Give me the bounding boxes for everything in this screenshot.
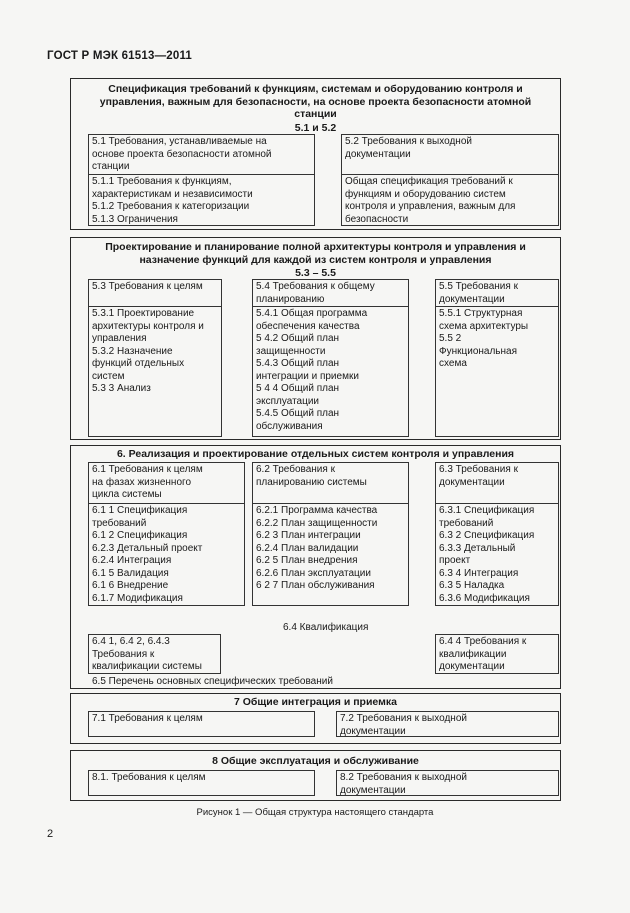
- text-line: 5.3 3 Анализ: [92, 383, 151, 394]
- text-line: требований: [439, 517, 494, 529]
- text-line: 5.5 2: [439, 333, 462, 344]
- box-6-1-body: [89, 503, 244, 606]
- box-5-4-head: [256, 281, 405, 306]
- box-7-1: [88, 711, 315, 737]
- section-7-title: 7 Общие интеграция и приемка: [234, 696, 397, 708]
- text-line: 6.3.1 Спецификация: [439, 505, 535, 516]
- box-5-2: [341, 134, 559, 226]
- text-line: 6.2.3 Детальный проект: [92, 542, 203, 554]
- text-line: 5.1.1 Требования к функциям,: [92, 176, 232, 187]
- section-5-3-title: [71, 241, 560, 266]
- text-line: систем: [92, 370, 125, 382]
- text-line: планированию: [256, 293, 325, 305]
- text-line: 5.5.1 Структурная: [439, 308, 523, 319]
- figure-caption: Рисунок 1 — Общая структура настоящего стандарта: [196, 807, 434, 818]
- text-line: 7.2 Требования к выходной: [340, 713, 467, 724]
- text-line: 6 2 7 План обслуживания: [256, 580, 375, 591]
- text-line: 6.2.2 План защищенности: [256, 517, 378, 529]
- text-line: 6.4 1, 6.4 2, 6.4.3: [92, 636, 170, 647]
- text-line: 5 4.2 Общий план: [256, 333, 340, 344]
- box-6-2-body: [253, 503, 408, 594]
- text-line: безопасности: [345, 213, 409, 225]
- box-6-2: [252, 462, 409, 606]
- text-line: 6.3 4 Интеграция: [439, 567, 519, 579]
- text-line: 6.2.4 Интеграция: [92, 555, 172, 566]
- box-5-3-body: [89, 306, 221, 397]
- text-line: 5.4 Требования к общему: [256, 281, 375, 292]
- box-5-3: [88, 279, 222, 437]
- box-5-4: [252, 279, 409, 437]
- text-line: 6.2 3 План интеграции: [256, 530, 361, 541]
- text-line: 6.1 5 Валидация: [92, 567, 169, 579]
- text-line: 8.1. Требования к целям: [92, 772, 206, 783]
- text-line: 5.4.5 Общий план: [256, 408, 340, 419]
- text-line: защищенности: [256, 345, 326, 357]
- qualification-label: 6.4 Квалификация: [283, 622, 369, 633]
- text-line: Требования к: [92, 648, 155, 660]
- text-line: 5.3.2 Назначение: [92, 345, 173, 357]
- specific-requirements-list: 6.5 Перечень основных специфических требований: [92, 676, 333, 687]
- box-5-4-body: [253, 306, 408, 434]
- text-line: на фазах жизненного: [92, 476, 192, 488]
- text-line: 6.3 5 Наладка: [439, 580, 505, 591]
- text-line: 5.1 Требования, устанавливаемые на: [92, 136, 267, 147]
- text-line: схема архитектуры: [439, 320, 529, 332]
- text-line: 6.1 Требования к целям: [92, 464, 203, 475]
- box-8-2: [336, 770, 559, 796]
- box-6-4-system: [88, 634, 221, 674]
- box-6-3: [435, 462, 559, 606]
- text-line: Функциональная: [439, 345, 518, 357]
- section-5-1-title: [71, 83, 560, 121]
- text-line: 6.1 6 Внедрение: [92, 580, 169, 591]
- text-line: 5.4.3 Общий план: [256, 358, 340, 369]
- text-line: 8.2 Требования к выходной: [340, 772, 467, 783]
- text-line: 6.3 2 Спецификация: [439, 530, 535, 541]
- text-line: 5.3 Требования к целям: [92, 281, 203, 292]
- box-5-5: [435, 279, 559, 437]
- text-line: 6.4 4 Требования к: [439, 636, 527, 647]
- text-line: 6.2.4 План валидации: [256, 542, 359, 554]
- text-line: эксплуатации: [256, 395, 319, 407]
- section-5-3-range: 5.3 – 5.5: [295, 267, 336, 279]
- text-line: документации: [345, 148, 411, 160]
- text-line: контроля и управления, важным для: [345, 201, 516, 212]
- text-line: 6.1 2 Спецификация: [92, 530, 188, 541]
- text-line: 5.3.1 Проектирование: [92, 308, 195, 319]
- text-line: обеспечения качества: [256, 320, 360, 332]
- text-line: характеристикам и независимости: [92, 188, 253, 200]
- text-line: документации: [340, 725, 406, 737]
- text-line: требований: [92, 517, 147, 529]
- text-line: основе проекта безопасности атомной: [92, 148, 272, 160]
- box-5-5-head: [439, 281, 555, 306]
- text-line: интеграции и приемки: [256, 370, 359, 382]
- text-line: станции: [294, 108, 337, 120]
- text-line: 5.5 Требования к: [439, 281, 518, 292]
- text-line: цикла системы: [92, 489, 162, 500]
- section-5-3-frame: [70, 237, 561, 440]
- text-line: квалификации системы: [92, 661, 202, 672]
- box-5-5-body: [436, 306, 558, 372]
- text-line: 6.2.6 План эксплуатации: [256, 567, 371, 579]
- text-line: 6.2 5 План внедрения: [256, 555, 358, 566]
- text-line: функциям и оборудованию систем: [345, 188, 506, 200]
- box-5-2-head: [345, 136, 555, 161]
- text-line: 5 4 4 Общий план: [256, 383, 340, 394]
- text-line: квалификации: [439, 648, 507, 660]
- box-7-2: [336, 711, 559, 737]
- section-6-frame: [70, 445, 561, 689]
- text-line: 6.1 1 Спецификация: [92, 505, 188, 516]
- box-5-2-body: [342, 174, 558, 227]
- text-line: 5.4.1 Общая программа: [256, 308, 368, 319]
- text-line: 6.1.7 Модификация: [92, 592, 183, 604]
- text-line: Спецификация требований к функциям, системам и оборудованию контроля и: [108, 83, 523, 95]
- box-5-1-head: [92, 136, 311, 174]
- box-6-3-head: [439, 464, 555, 489]
- box-6-1-head: [92, 464, 241, 502]
- text-line: обслуживания: [256, 420, 323, 432]
- text-line: управления, важным для безопасности, на основе проекта безопасности атомной: [99, 95, 532, 108]
- text-line: 6.2 Требования к: [256, 464, 335, 475]
- text-line: документации: [439, 476, 505, 488]
- box-6-2-head: [256, 464, 405, 489]
- text-line: 5.2 Требования к выходной: [345, 136, 472, 147]
- section-8-title: 8 Общие эксплуатация и обслуживание: [212, 755, 419, 767]
- text-line: документации: [340, 784, 406, 796]
- text-line: 7.1 Требования к целям: [92, 713, 203, 724]
- text-line: 6.2.1 Программа качества: [256, 505, 378, 516]
- text-line: документации: [439, 661, 505, 672]
- section-6-title: 6. Реализация и проектирование отдельных систем контроля и управления: [116, 448, 515, 460]
- text-line: 6.3.3 Детальный: [439, 542, 516, 554]
- text-line: станции: [92, 161, 130, 172]
- box-6-1: [88, 462, 245, 606]
- box-6-3-body: [436, 503, 558, 606]
- box-5-1: [88, 134, 315, 226]
- text-line: Проектирование и планирование полной архитектуры контроля и управления и: [105, 241, 526, 253]
- box-8-1: [88, 770, 315, 796]
- text-line: архитектуры контроля и: [92, 320, 204, 332]
- section-8-frame: [70, 750, 561, 801]
- section-5-1-frame: [70, 78, 561, 230]
- text-line: схема: [439, 358, 467, 369]
- text-line: Общая спецификация требований к: [345, 176, 513, 187]
- box-5-3-head: [92, 281, 218, 294]
- text-line: управления: [92, 333, 147, 344]
- text-line: планированию системы: [256, 476, 367, 488]
- text-line: 5.1.2 Требования к категоризации: [92, 201, 250, 212]
- box-6-4-documentation: [435, 634, 559, 674]
- text-line: 5.1.3 Ограничения: [92, 213, 178, 225]
- text-line: проект: [439, 555, 471, 566]
- text-line: назначение функций для каждой из систем контроля и управления: [139, 253, 492, 266]
- document-header: ГОСТ Р МЭК 61513—2011: [47, 50, 193, 62]
- section-7-frame: [70, 693, 561, 744]
- text-line: документации: [439, 293, 505, 305]
- text-line: 6.3 Требования к: [439, 464, 518, 475]
- box-5-1-body: [89, 174, 314, 227]
- section-5-1-range: 5.1 и 5.2: [294, 122, 337, 134]
- text-line: функций отдельных: [92, 358, 185, 369]
- text-line: 6.3.6 Модификация: [439, 592, 530, 604]
- page-number: 2: [47, 828, 54, 840]
